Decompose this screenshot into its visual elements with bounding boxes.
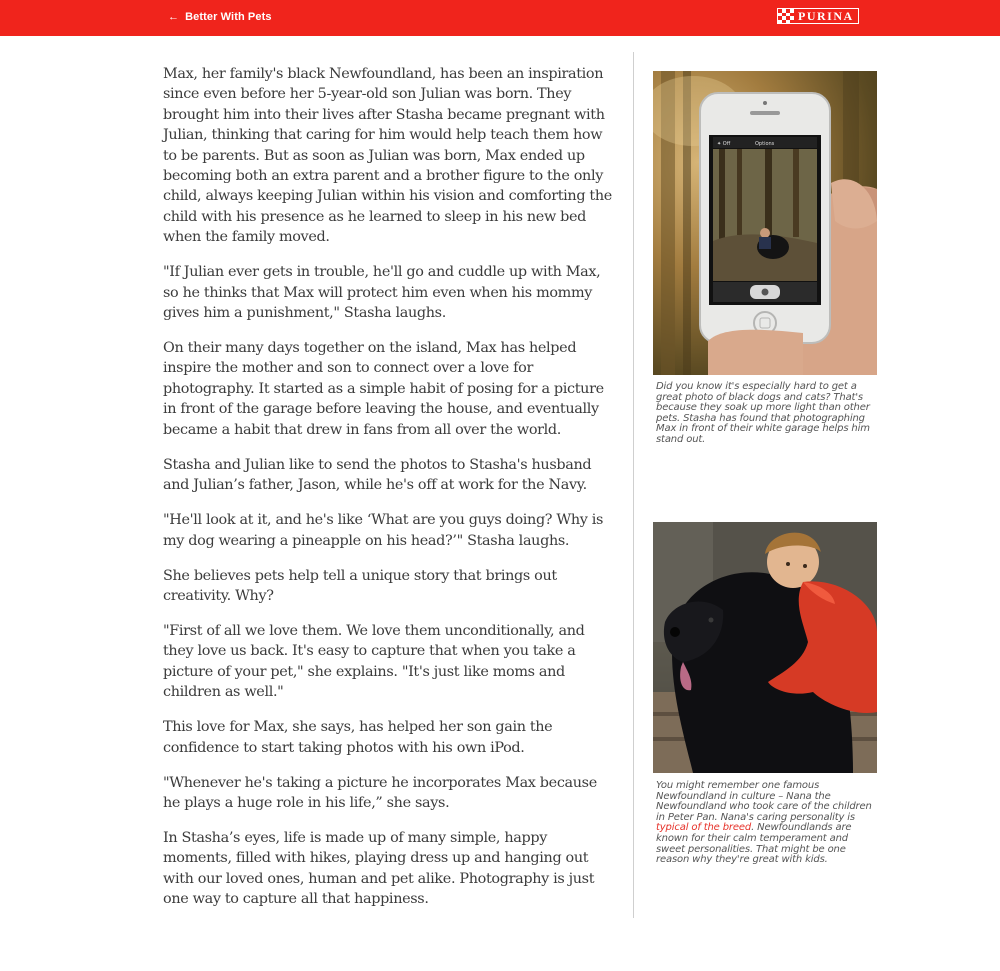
camera-options-label: Options <box>755 141 775 147</box>
article-paragraph: "First of all we love them. We love them unconditionally, and they love us back. It's easy to capture that when you take a picture of your pet," she explains. "It's just like moms and children as well." <box>163 622 585 701</box>
back-link-label: Better With Pets <box>185 11 272 23</box>
logo-text: PURINA <box>798 9 854 23</box>
caption2-text-before: You might remember one famous Newfoundland in culture – Nana the Newfoundland who took care of the children in Peter Pan. Nana's caring personality is <box>656 780 872 823</box>
photo-caption-2 <box>656 781 878 866</box>
article-paragraph: Max, her family's black Newfoundland, has been an inspiration since even before her 5-year-old son Julian was born. They brought him into their lives after Stasha became pregnant with Julian, thinking that caring for him would help teach them how to be parents. But as soon as Julian was born, Max ended up becoming both an extra parent and a brother figure to the only child, always keeping Julian within his vision and comforting the child with his presence as he learned to sleep in his new bed when the family moved. <box>163 66 612 246</box>
article-body <box>163 64 618 924</box>
article-paragraph: She believes pets help tell a unique story that brings out creativity. Why? <box>163 567 557 604</box>
purina-logo[interactable] <box>777 8 859 24</box>
column-divider <box>633 52 634 918</box>
phone-photo-illustration <box>653 71 877 375</box>
article-paragraph: This love for Max, she says, has helped her son gain the confidence to start taking photos with his own iPod. <box>163 719 553 756</box>
boy-dog-illustration <box>653 522 877 773</box>
article-paragraph: Stasha and Julian like to send the photos to Stasha's husband and Julian’s father, Jason, while he's off at work for the Navy. <box>163 456 592 494</box>
typical-of-breed-link[interactable]: typical of the breed <box>656 822 752 834</box>
photo-phone-in-forest <box>653 71 877 375</box>
caption2-text-after: . Newfoundlands are known for their calm temperament and sweet personalities. That might be one reason why they're great with kids. <box>656 822 852 866</box>
article-paragraph: "If Julian ever gets in trouble, he'll go and cuddle up with Max, so he thinks that Max will protect him even when his mommy gives him a punishment," Stasha laughs. <box>163 264 601 322</box>
photo-caption-1: Did you know it's especially hard to get a great photo of black dogs and cats? That's because they soak up more light than other pets. Stasha has found that photographing Max in front of their white garage helps him stand out. <box>656 381 870 445</box>
back-arrow-icon: ← <box>168 10 180 23</box>
camera-flash-label: ✦ Off <box>717 141 731 147</box>
article-paragraph: "He'll look at it, and he's like ‘What are you guys doing? Why is my dog wearing a pineapple on his head?’" Stasha laughs. <box>163 512 604 549</box>
article-paragraph: On their many days together on the island, Max has helped inspire the mother and son to connect over a love for photography. It started as a simple habit of posing for a picture in front of the garage before leaving the house, and eventually became a habit that drew in fans from all over the world. <box>163 340 604 438</box>
article-paragraph: "Whenever he's taking a picture he incorporates Max because he plays a huge role in his life,” she says. <box>163 774 597 811</box>
checkerboard-icon <box>778 9 794 23</box>
photo-boy-hugging-dog <box>653 522 877 773</box>
back-link-better-with-pets[interactable] <box>168 11 272 23</box>
article-paragraph: In Stasha’s eyes, life is made up of many simple, happy moments, filled with hikes, playing dress up and hanging out with our loved ones, human and pet alike. Photography is just one way to capture all that happiness. <box>163 829 595 908</box>
top-bar <box>0 0 1000 36</box>
